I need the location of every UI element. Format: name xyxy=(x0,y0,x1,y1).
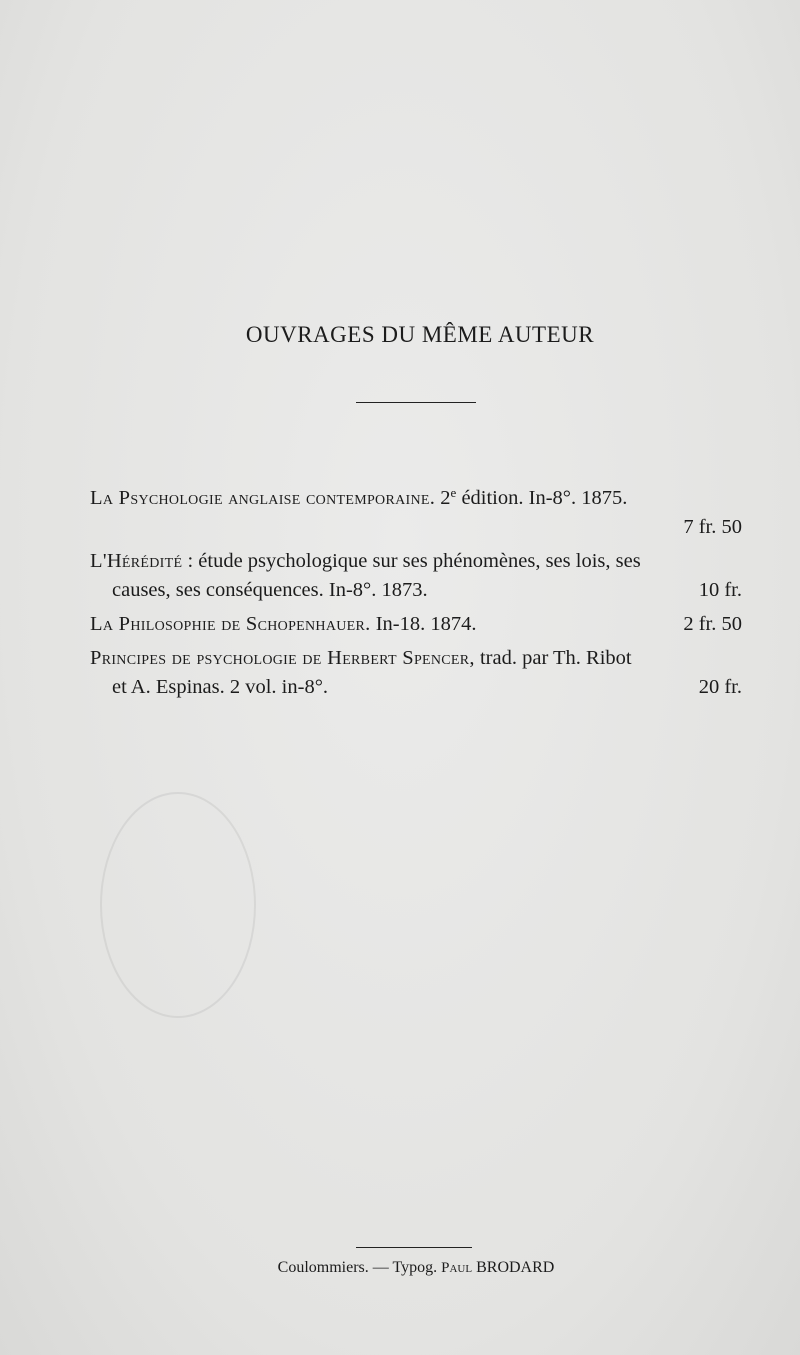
entry-price: 7 fr. 50 xyxy=(683,516,742,538)
list-item xyxy=(90,484,742,542)
imprint-place: Coulommiers. — Typog. xyxy=(277,1259,442,1276)
entry-price: 10 fr. xyxy=(698,579,742,601)
list-item xyxy=(90,610,742,639)
imprint-printer-first: Paul xyxy=(441,1260,473,1276)
entry-title: L'Hérédité xyxy=(90,550,183,572)
imprint-printer-last: BRODARD xyxy=(472,1259,555,1276)
entry-details: trad. par Th. Ribot xyxy=(474,647,632,669)
entry-details-continued: causes, ses conséquences. In-8°. 1873. xyxy=(112,579,428,601)
entry-details: édition. In-8°. 1875. xyxy=(456,487,628,509)
printer-imprint xyxy=(0,1259,800,1277)
library-stamp xyxy=(100,792,256,1018)
entry-price: 2 fr. 50 xyxy=(683,613,742,635)
works-list xyxy=(90,484,742,707)
entry-title: La Philosophie de Schopenhauer. xyxy=(90,613,371,635)
entry-details-continued: et A. Espinas. 2 vol. in-8°. xyxy=(112,676,329,698)
footer-rule xyxy=(356,1247,472,1248)
entry-edition-sup: e xyxy=(450,485,457,500)
list-item xyxy=(90,644,742,702)
divider-rule xyxy=(356,402,476,403)
entry-details: In-18. 1874. xyxy=(370,613,477,635)
list-item xyxy=(90,547,742,605)
entry-edition: 2 xyxy=(440,487,451,509)
entry-details: : étude psychologique sur ses phénomènes, ses lois, ses xyxy=(182,550,641,572)
entry-price: 20 fr. xyxy=(698,676,742,698)
entry-title: La Psychologie anglaise contemporaine. xyxy=(90,487,436,509)
entry-title: Principes de psychologie de Herbert Spencer, xyxy=(90,647,475,669)
page-heading: OUVRAGES DU MÊME AUTEUR xyxy=(245,322,595,347)
